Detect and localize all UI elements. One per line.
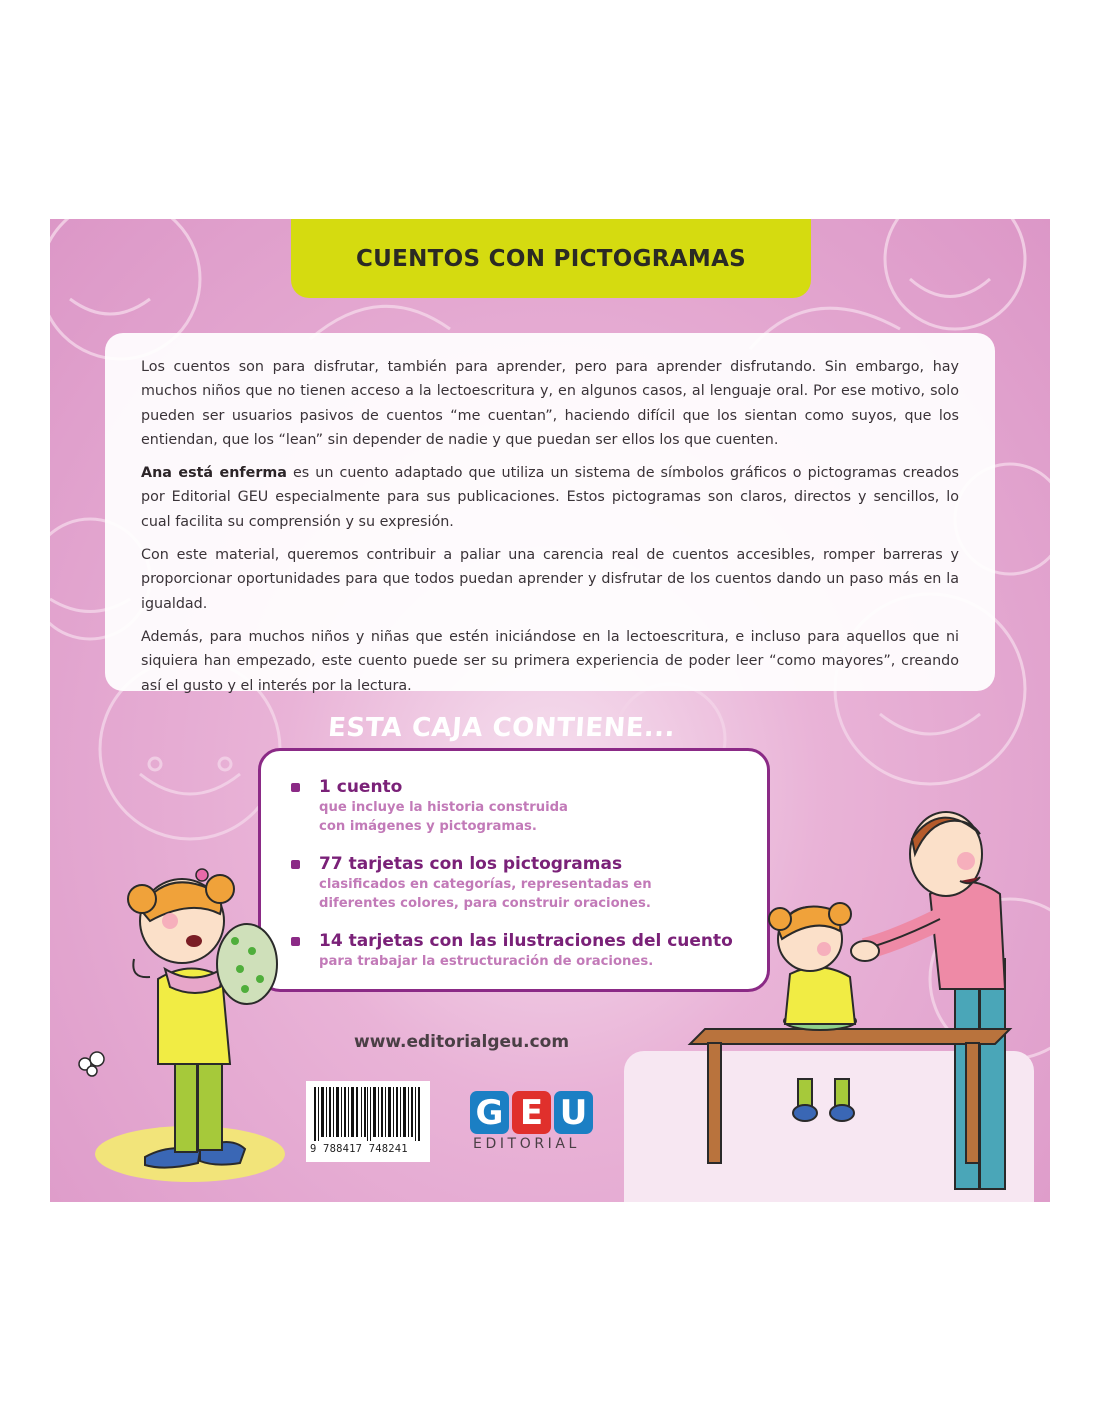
website-link[interactable]: www.editorialgeu.com [354, 1032, 570, 1052]
logo-letter-g: G [470, 1091, 509, 1134]
title-band [291, 219, 811, 298]
father-and-girl-illustration [650, 799, 1050, 1199]
isbn-number: 9 788417 748241 [310, 1143, 408, 1155]
book-back-cover [50, 219, 1050, 1202]
intro-paragraph-4: Además, para muchos niños y niñas que estén iniciándose en la lectoescritura, e incluso para aquellos que ni siquiera han empezado, este cuento puede ser su primera experiencia de poder leer “como mayores”, creando así el gusto y el interés por la lectura. [141, 628, 959, 694]
bullet-icon [291, 783, 300, 792]
geu-logo [470, 1091, 600, 1161]
girl-sneezing-illustration [70, 859, 310, 1189]
logo-letter-e: E [512, 1091, 551, 1134]
intro-paragraph-2: Ana está enferma es un cuento adaptado que utiliza un sistema de símbolos gráficos o pictogramas creados por Editorial GEU especialmente para sus publicaciones. Estos pictogramas son claros, directos y sencillos, lo cual facilita su comprensión y su expresión. [141, 465, 959, 530]
intro-paragraph-3: Con este material, queremos contribuir a paliar una carencia real de cuentos accesibles, romper barreras y proporcionar oportunidades para que todos puedan aprender y disfrutar de los cuentos dando un paso más en la igualdad. [141, 547, 959, 612]
logo-word: EDITORIAL [473, 1136, 580, 1152]
cover-title: CUENTOS CON PICTOGRAMAS [355, 245, 747, 272]
book-title-bold: Ana está enferma [141, 465, 287, 482]
logo-letter-u: U [554, 1091, 593, 1134]
barcode-bars [306, 1081, 430, 1143]
intro-text-panel [105, 333, 995, 694]
contents-item: 14 tarjetas con las ilustraciones del cuento para trabajar la estructuración de oraciones. [291, 931, 733, 971]
contents-heading: ESTA CAJA CONTIENE... [326, 713, 677, 743]
contents-item: 1 cuento que incluye la historia construida con imágenes y pictogramas. [291, 777, 568, 836]
barcode [306, 1081, 430, 1162]
intro-paragraph-1: Los cuentos son para disfrutar, también para aprender, pero para aprender disfrutando. Sin embargo, hay muchos niños que no tienen acceso a la lectoescritura y, en algunos casos, al lenguaje oral. Por ese motivo, solo pueden ser usuarios pasivos de cuentos “me cuentan”, haciendo difícil que los sientan como suyos, que los entiendan, que los “lean” sin depender de nadie y que puedan ser ellos los que cuenten. [141, 359, 959, 448]
contents-item: 77 tarjetas con los pictogramas clasificados en categorías, representadas en diferentes colores, para construir oraciones. [291, 854, 652, 913]
